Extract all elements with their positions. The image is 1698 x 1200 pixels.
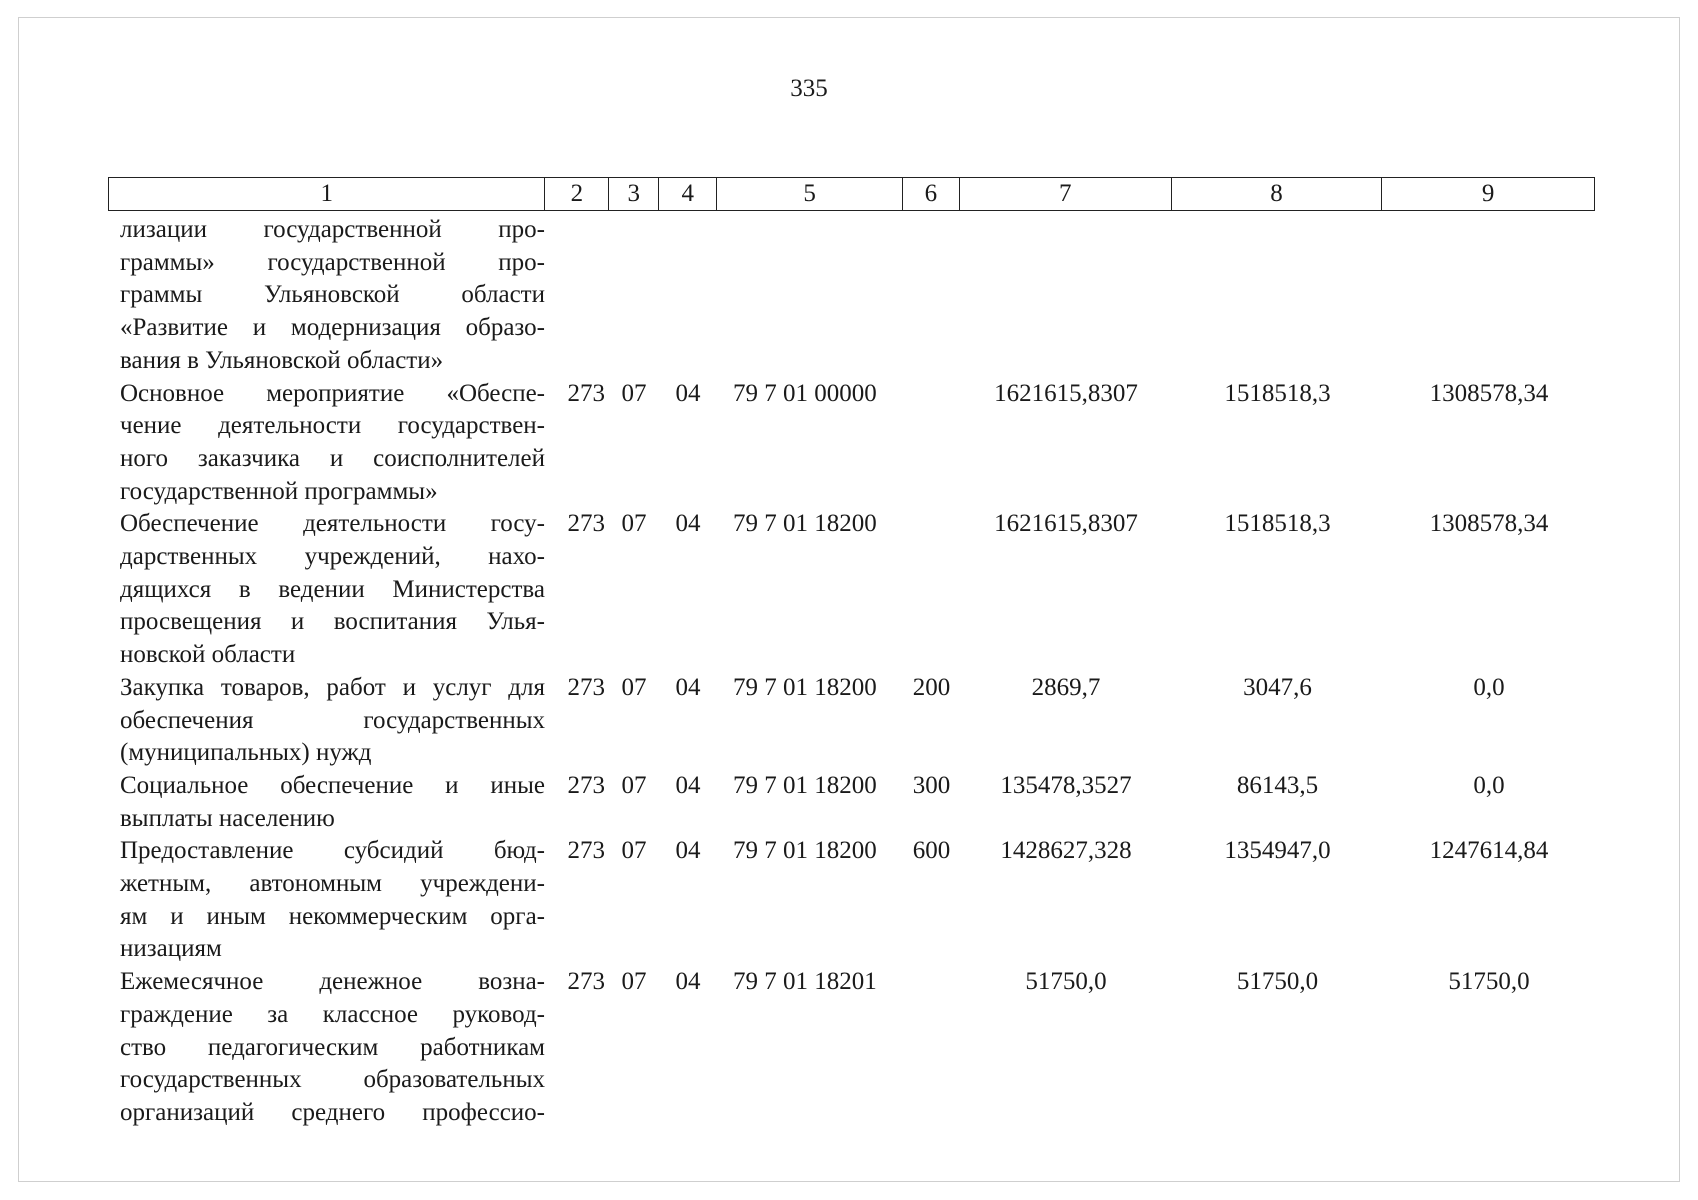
description-line: Ежемесячное денежное возна- bbox=[120, 968, 545, 996]
header-col-1: 1 bbox=[109, 178, 545, 210]
cell-col-8 bbox=[1172, 214, 1383, 378]
cell-col-3: 07 bbox=[621, 968, 647, 996]
row-description bbox=[108, 966, 545, 1130]
cell-col-8: 51750,0 bbox=[1236, 968, 1319, 996]
row-description bbox=[108, 378, 545, 509]
cell-col-9: 51750,0 bbox=[1448, 968, 1530, 996]
cell-col-7: 1621615,8307 bbox=[994, 379, 1138, 407]
cell-col-3 bbox=[609, 214, 659, 378]
description-line: граммы» государственной про- bbox=[120, 248, 545, 276]
header-col-5: 5 bbox=[717, 178, 903, 210]
cell-col-5: 79 7 01 18200 bbox=[733, 673, 877, 701]
cell-col-6: 200 bbox=[912, 673, 951, 701]
description-line: Обеспечение деятельности госу- bbox=[120, 510, 545, 538]
cell-col-8: 86143,5 bbox=[1236, 771, 1319, 799]
table-row bbox=[108, 214, 1595, 378]
table-row bbox=[108, 966, 1595, 1130]
description-line: лизации государственной про- bbox=[120, 216, 545, 243]
cell-col-8: 1518518,3 bbox=[1224, 379, 1331, 407]
cell-col-5: 79 7 01 18200 bbox=[733, 510, 877, 538]
cell-col-4: 04 bbox=[675, 510, 701, 538]
cell-col-8: 3047,6 bbox=[1243, 673, 1312, 701]
description-line: Социальное обеспечение и иные bbox=[120, 771, 545, 799]
cell-col-2: 273 bbox=[567, 771, 605, 799]
description-line: Предоставление субсидий бюд- bbox=[120, 837, 545, 865]
description-line: государственной программы» bbox=[120, 477, 438, 505]
cell-col-2: 273 bbox=[567, 968, 605, 996]
table-row bbox=[108, 378, 1595, 509]
description-line: ям и иным некоммерческим орга- bbox=[120, 902, 545, 930]
cell-col-3: 07 bbox=[621, 771, 647, 799]
cell-col-7: 51750,0 bbox=[1025, 968, 1107, 996]
description-line: ного заказчика и соисполнителей bbox=[120, 444, 545, 472]
cell-col-2: 273 bbox=[567, 673, 605, 701]
table-row bbox=[108, 672, 1595, 770]
table-body bbox=[108, 214, 1595, 1130]
cell-col-6 bbox=[903, 966, 960, 1130]
description-line: обеспечения государственных bbox=[120, 706, 545, 734]
description-line: просвещения и воспитания Улья- bbox=[120, 608, 545, 636]
description-line: выплаты населению bbox=[120, 804, 335, 832]
cell-col-2: 273 bbox=[567, 379, 605, 407]
description-line: дарственных учреждений, нахо- bbox=[120, 543, 545, 571]
table-row bbox=[108, 770, 1595, 835]
cell-col-6: 600 bbox=[912, 837, 951, 865]
cell-col-3: 07 bbox=[621, 510, 647, 538]
cell-col-5: 79 7 01 00000 bbox=[733, 379, 877, 407]
cell-col-5 bbox=[717, 214, 903, 378]
page-number-text: 335 bbox=[790, 75, 828, 102]
description-line: дящихся в ведении Министерства bbox=[120, 575, 545, 603]
description-line: государственных образовательных bbox=[120, 1066, 545, 1094]
header-col-8: 8 bbox=[1172, 178, 1383, 210]
cell-col-4: 04 bbox=[675, 837, 701, 865]
header-col-3: 3 bbox=[609, 178, 659, 210]
cell-col-4 bbox=[659, 214, 717, 378]
cell-col-3: 07 bbox=[621, 837, 647, 865]
row-description bbox=[108, 770, 545, 835]
description-line: чение деятельности государствен- bbox=[120, 412, 545, 440]
cell-col-9: 0,0 bbox=[1473, 673, 1505, 701]
table-header-row bbox=[108, 177, 1595, 211]
cell-col-7: 2869,7 bbox=[1031, 673, 1101, 701]
header-col-9: 9 bbox=[1481, 180, 1495, 207]
page-number bbox=[0, 74, 1698, 104]
cell-col-7 bbox=[960, 214, 1172, 378]
description-line: граждение за классное руковод- bbox=[120, 1000, 545, 1028]
cell-col-2: 273 bbox=[567, 510, 605, 538]
description-line: жетным, автономным учреждени- bbox=[120, 870, 545, 898]
cell-col-9: 0,0 bbox=[1473, 771, 1505, 799]
description-line: (муниципальных) нужд bbox=[120, 739, 372, 767]
cell-col-5: 79 7 01 18200 bbox=[733, 837, 877, 865]
cell-col-2 bbox=[545, 214, 609, 378]
cell-col-9: 1308578,34 bbox=[1429, 510, 1549, 538]
description-line: граммы Ульяновской области bbox=[120, 281, 545, 309]
cell-col-4: 04 bbox=[675, 968, 701, 996]
header-col-6: 6 bbox=[903, 178, 960, 210]
description-line: ство педагогическим работникам bbox=[120, 1033, 545, 1061]
cell-col-7: 1428627,328 bbox=[1000, 837, 1132, 865]
description-line: новской области bbox=[120, 641, 296, 669]
table-row bbox=[108, 835, 1595, 966]
row-description bbox=[108, 508, 545, 672]
cell-col-3: 07 bbox=[621, 673, 647, 701]
cell-col-4: 04 bbox=[675, 673, 701, 701]
cell-col-7: 135478,3527 bbox=[1000, 771, 1132, 799]
cell-col-5: 79 7 01 18201 bbox=[733, 968, 877, 996]
row-description bbox=[108, 672, 545, 770]
description-line: низациям bbox=[120, 935, 222, 963]
description-line: Основное мероприятие «Обеспе- bbox=[120, 379, 545, 407]
header-col-7: 7 bbox=[960, 178, 1172, 210]
cell-col-6: 300 bbox=[912, 771, 951, 799]
cell-col-6 bbox=[903, 508, 960, 672]
cell-col-4: 04 bbox=[675, 771, 701, 799]
cell-col-6 bbox=[903, 378, 960, 509]
cell-col-9 bbox=[1383, 214, 1595, 378]
description-line: «Развитие и модернизация образо- bbox=[120, 314, 545, 342]
cell-col-8: 1518518,3 bbox=[1224, 510, 1331, 538]
description-line: Закупка товаров, работ и услуг для bbox=[120, 673, 545, 701]
cell-col-9: 1247614,84 bbox=[1429, 837, 1549, 865]
cell-col-6 bbox=[903, 214, 960, 378]
cell-col-4: 04 bbox=[675, 379, 701, 407]
row-description bbox=[108, 835, 545, 966]
description-line: вания в Ульяновской области» bbox=[120, 346, 444, 374]
cell-col-5: 79 7 01 18200 bbox=[733, 771, 877, 799]
header-col-4: 4 bbox=[659, 178, 717, 210]
cell-col-7: 1621615,8307 bbox=[994, 510, 1138, 538]
header-col-2: 2 bbox=[545, 178, 609, 210]
cell-col-9: 1308578,34 bbox=[1429, 379, 1549, 407]
cell-col-2: 273 bbox=[567, 837, 605, 865]
table-row bbox=[108, 508, 1595, 672]
cell-col-8: 1354947,0 bbox=[1224, 837, 1331, 865]
row-description bbox=[108, 214, 545, 378]
description-line: организаций среднего профессио- bbox=[120, 1098, 545, 1126]
cell-col-3: 07 bbox=[621, 379, 647, 407]
